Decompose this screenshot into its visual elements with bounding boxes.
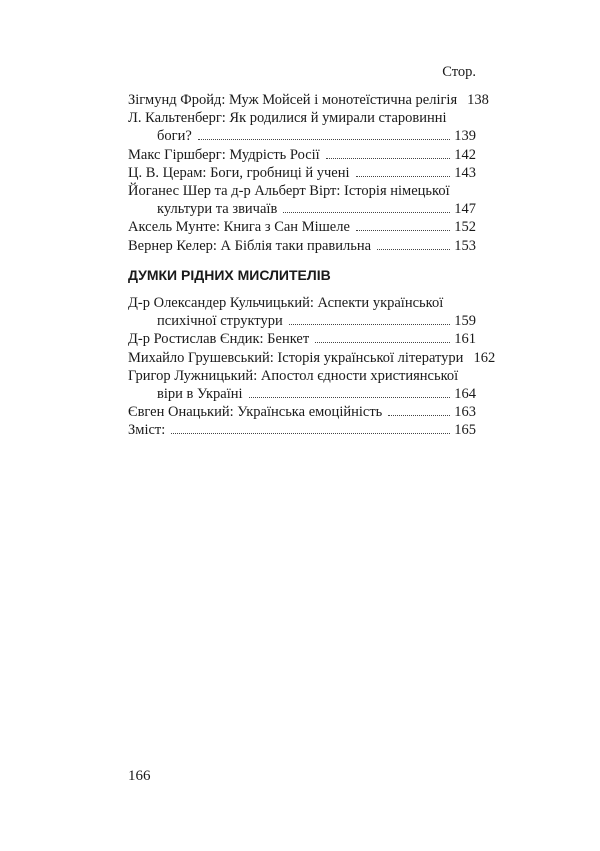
toc-entry-page: 147 — [454, 201, 476, 218]
toc-entry-title: Зігмунд Фройд: Муж Мойсей і монотеїстична релігія — [128, 92, 458, 108]
toc-entry-page: 164 — [454, 386, 476, 402]
toc-entry-line — [128, 109, 476, 127]
toc-entry-page: 159 — [454, 313, 476, 330]
toc-entry-page: 142 — [454, 146, 476, 163]
toc-entry-line — [157, 200, 476, 218]
page-column-header: Стор. — [442, 64, 476, 80]
toc-entry-title: Йоганес Шер та д-р Альберт Вірт: Історія німецької — [128, 183, 450, 199]
toc-entry-title: Григор Лужницький: Апостол єдности християнської — [128, 367, 459, 384]
toc-entry-line — [128, 421, 476, 439]
toc-entry-line — [157, 127, 476, 145]
toc-entry-title: Ц. В. Церам: Боги, гробниці й учені — [128, 164, 350, 181]
dot-leader — [289, 312, 451, 325]
dot-leader — [326, 146, 451, 159]
section-title: ДУМКИ РІДНИХ МИСЛИТЕЛІВ — [128, 267, 331, 283]
toc-entry-line — [128, 403, 476, 421]
dot-leader — [356, 218, 450, 231]
dot-leader — [198, 127, 450, 140]
toc-entry-title: Д-р Олександер Кульчицький: Аспекти української — [128, 295, 444, 311]
toc-entry-title: Аксель Мунте: Книга з Сан Мішеле — [128, 219, 350, 236]
toc-entry-line — [128, 146, 476, 164]
toc-entry-title: культури та звичаїв — [157, 201, 278, 218]
toc-entry-line — [128, 294, 476, 312]
dot-leader — [171, 421, 450, 434]
toc-entry-line — [128, 349, 496, 367]
toc-entry-title: Євген Онацький: Українська емоційність — [128, 404, 383, 421]
toc-entry-title: боги? — [157, 128, 192, 145]
toc-entry-page: 139 — [454, 128, 476, 145]
toc-entry-line — [128, 218, 476, 236]
toc-entry-page: 165 — [454, 422, 476, 439]
toc-entry-title: Л. Кальтенберг: Як родилися й умирали старовинні — [128, 110, 447, 127]
dot-leader — [249, 385, 451, 398]
toc-entry-page: 143 — [454, 164, 476, 181]
toc-entry-line — [128, 367, 476, 385]
toc-entry-title: віри в Україні — [157, 386, 243, 402]
toc-entry-line — [157, 312, 476, 330]
toc-entry-line — [128, 91, 489, 109]
toc-entry-title: психічної структури — [157, 313, 283, 330]
toc-entry-title: Д-р Ростислав Єндик: Бенкет — [128, 331, 310, 348]
page-number: 166 — [128, 768, 151, 784]
dot-leader — [356, 164, 451, 177]
toc-entry-title: Вернер Келер: А Біблія таки правильна — [128, 237, 372, 254]
toc-entry-page: 163 — [454, 404, 476, 421]
dot-leader — [283, 200, 450, 213]
toc-entry-title: Михайло Грушевський: Історія української літератури — [128, 349, 464, 366]
toc-entry-page: 161 — [454, 331, 476, 348]
toc-entry-page: 152 — [454, 219, 476, 236]
toc-entry-line — [157, 385, 476, 403]
toc-entry-page: 153 — [454, 237, 476, 254]
toc-entry-title: Макс Гіршберг: Мудрість Росії — [128, 146, 320, 163]
toc-entry-page: 138 — [467, 92, 489, 108]
toc-entry-line — [128, 330, 476, 348]
toc-entry-line — [128, 164, 476, 182]
toc-entry-page: 162 — [473, 349, 496, 366]
dot-leader — [388, 403, 450, 416]
toc-entry-line — [128, 237, 476, 255]
dot-leader — [377, 237, 450, 250]
toc-entry-line — [128, 182, 476, 200]
dot-leader — [315, 330, 450, 343]
toc-entry-title: Зміст: — [128, 422, 166, 439]
